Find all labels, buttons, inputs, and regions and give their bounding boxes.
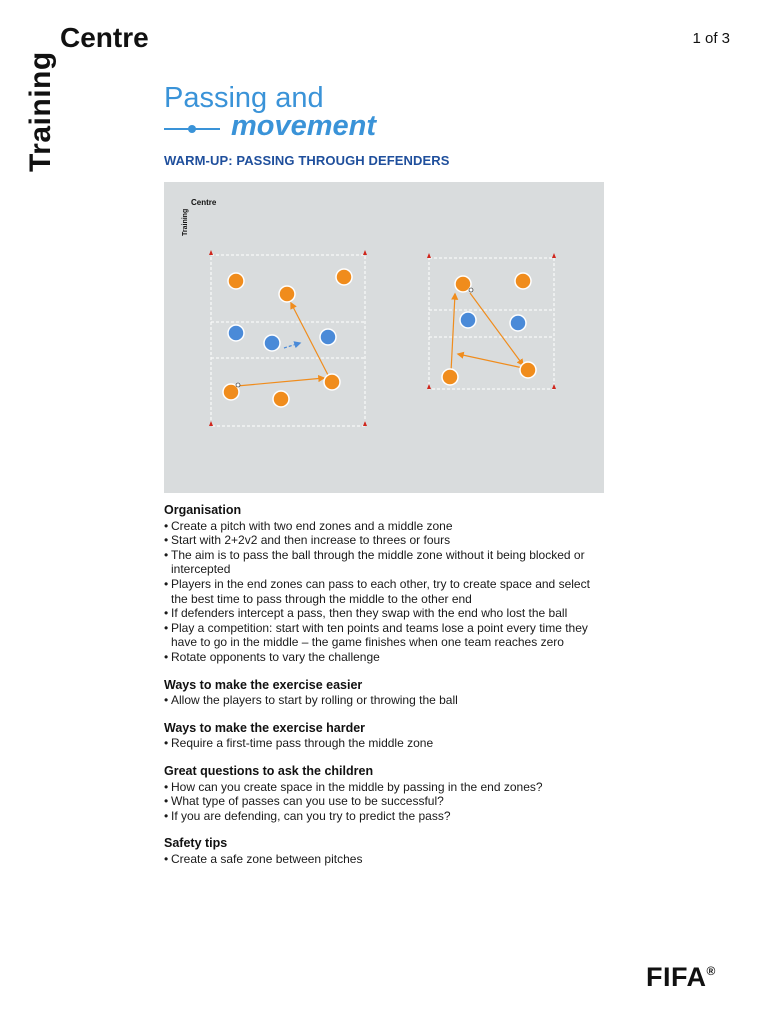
- passes-left: [237, 303, 328, 386]
- section-easier: [164, 678, 604, 708]
- player-defender: [264, 335, 280, 351]
- list-item: • Create a pitch with two end zones and a middle zone: [164, 519, 604, 534]
- cones-right: [427, 253, 556, 389]
- list-item: • Rotate opponents to vary the challenge: [164, 650, 604, 665]
- list-item: • The aim is to pass the ball through the middle zone without it being blocked or intercepted: [164, 548, 604, 577]
- brand-centre: Centre: [60, 22, 149, 53]
- player-defender: [320, 329, 336, 345]
- page-title-line1: Passing and: [164, 82, 324, 114]
- ball: [236, 383, 240, 387]
- passes-right: [451, 293, 523, 372]
- player-attacker: [520, 362, 536, 378]
- list-item: • Play a competition: start with ten points and teams lose a point every time they have to go in the middle – the game finishes when one team reaches zero: [164, 621, 604, 650]
- list-item: • Create a safe zone between pitches: [164, 852, 604, 867]
- player-defender: [510, 315, 526, 331]
- player-attacker: [455, 276, 471, 292]
- list-item: • Allow the players to start by rolling or throwing the ball: [164, 693, 604, 708]
- fifa-logo: [646, 962, 716, 993]
- ball: [469, 288, 473, 292]
- player-attacker: [228, 273, 244, 289]
- player-defender: [228, 325, 244, 341]
- player-defender: [460, 312, 476, 328]
- defenders-left: [228, 325, 336, 351]
- player-attacker: [336, 269, 352, 285]
- section-heading: Ways to make the exercise harder: [164, 720, 366, 735]
- defenders-right: [460, 312, 526, 331]
- movement-arrow: [284, 343, 300, 348]
- title-rule-dot: [188, 125, 196, 133]
- pitch-diagram: [164, 182, 604, 493]
- fifa-logo-text: FIFA: [646, 962, 707, 992]
- section-heading: Ways to make the exercise easier: [164, 677, 363, 692]
- list-item: • What type of passes can you use to be successful?: [164, 794, 604, 809]
- section-organisation: [164, 503, 604, 665]
- page-title-line2: movement: [231, 110, 377, 142]
- page-counter: 1 of 3: [692, 30, 730, 47]
- exercise-subtitle: WARM-UP: PASSING THROUGH DEFENDERS: [164, 153, 450, 168]
- list-item: • Start with 2+2v2 and then increase to threes or fours: [164, 533, 604, 548]
- list-item: • Require a first-time pass through the middle zone: [164, 736, 604, 751]
- section-heading: Great questions to ask the children: [164, 763, 374, 778]
- instructions: [164, 503, 604, 879]
- list-item: • How can you create space in the middle by passing in the end zones?: [164, 780, 604, 795]
- section-harder: [164, 721, 604, 751]
- section-safety: [164, 836, 604, 866]
- list-item: • Players in the end zones can pass to each other, try to create space and select the best time to pass through the middle to the other end: [164, 577, 604, 606]
- player-attacker: [324, 374, 340, 390]
- player-attacker: [515, 273, 531, 289]
- brand-training-vertical: Training: [24, 51, 57, 172]
- section-heading: Safety tips: [164, 836, 228, 851]
- registered-mark: ®: [706, 964, 716, 978]
- player-attacker: [273, 391, 289, 407]
- diagram-logo-vertical: Training: [182, 208, 189, 236]
- section-questions: [164, 764, 604, 823]
- list-item: • If defenders intercept a pass, then they swap with the end who lost the ball: [164, 606, 604, 621]
- player-attacker: [442, 369, 458, 385]
- diagram-logo-horizontal: Centre: [191, 198, 217, 207]
- player-attacker: [279, 286, 295, 302]
- list-item: • If you are defending, can you try to predict the pass?: [164, 809, 604, 824]
- section-heading: Organisation: [164, 503, 242, 517]
